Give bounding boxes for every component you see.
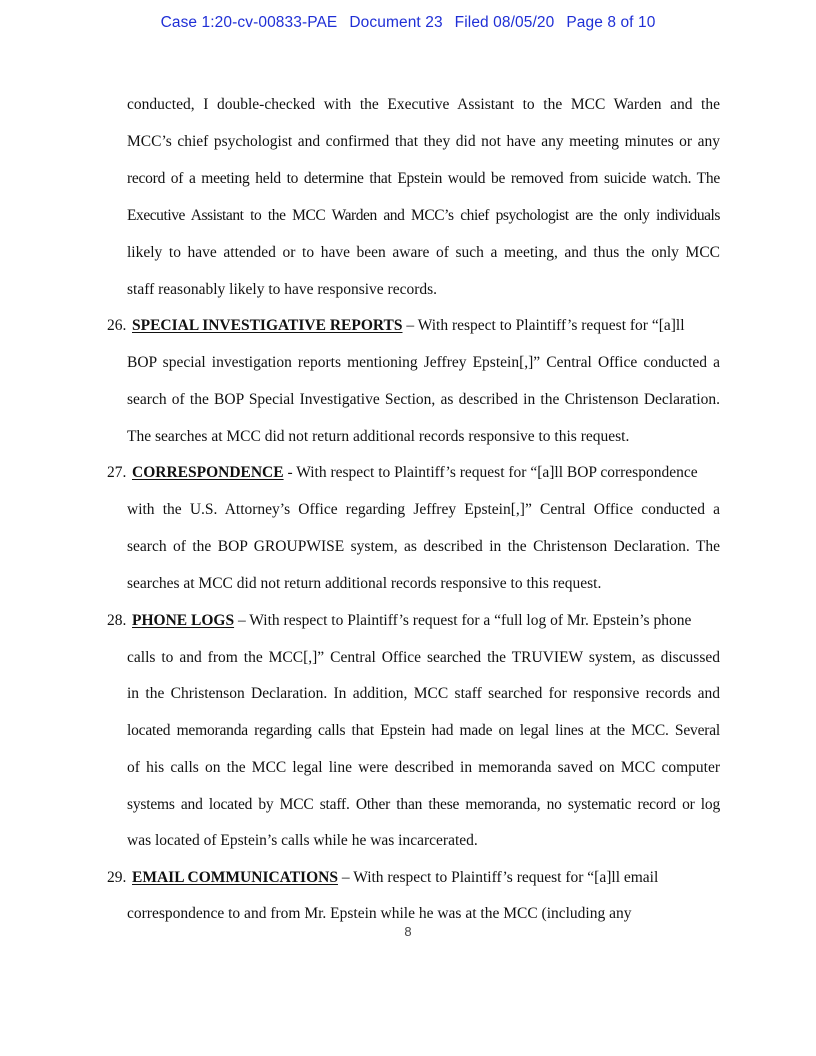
paragraph-number: 26.	[107, 317, 127, 334]
continuation-line: staff reasonably likely to have responsive records.	[127, 281, 438, 298]
paragraph-heading: PHONE LOGS	[132, 612, 235, 629]
paragraph-text: - With respect to Plaintiff’s request for “[a]ll BOP correspondence	[283, 464, 698, 481]
paragraph-line: search of the BOP Special Investigative Section, as described in the Christenson Declaration.	[127, 391, 720, 408]
paragraph-line: calls to and from the MCC[,]” Central Office searched the TRUVIEW system, as discussed	[127, 649, 720, 666]
continuation-line: Executive Assistant to the MCC Warden and MCC’s chief psychologist are the only individuals	[127, 207, 720, 224]
paragraph-first-line	[132, 316, 685, 336]
filed-date: Filed 08/05/20	[454, 14, 555, 31]
continuation-line: MCC’s chief psychologist and confirmed that they did not have any meeting minutes or any	[127, 133, 720, 150]
paragraph-text: – With respect to Plaintiff’s request for a “full log of Mr. Epstein’s phone	[234, 612, 692, 629]
continuation-line: conducted, I double-checked with the Executive Assistant to the MCC Warden and the	[127, 96, 720, 113]
paragraph-line: in the Christenson Declaration. In addition, MCC staff searched for responsive records and	[127, 685, 720, 702]
continuation-line: likely to have attended or to have been aware of such a meeting, and thus the only MCC	[127, 244, 720, 261]
paragraph-line: search of the BOP GROUPWISE system, as described in the Christenson Declaration. The	[127, 538, 720, 555]
document-number: Document 23	[349, 14, 443, 31]
paragraph-number: 27.	[107, 464, 127, 481]
paragraph-line: was located of Epstein’s calls while he was incarcerated.	[127, 832, 478, 849]
continuation-line: record of a meeting held to determine that Epstein would be removed from suicide watch. The	[127, 170, 720, 187]
paragraph-first-line	[132, 868, 658, 888]
paragraph-line: correspondence to and from Mr. Epstein while he was at the MCC (including any	[127, 905, 632, 922]
paragraph-line: with the U.S. Attorney’s Office regarding Jeffrey Epstein[,]” Central Office conducted a	[127, 501, 720, 518]
paragraph-number: 29.	[107, 869, 127, 886]
case-header	[0, 14, 816, 32]
page-number: 8	[404, 924, 412, 939]
paragraph-line: BOP special investigation reports mentioning Jeffrey Epstein[,]” Central Office conducted a	[127, 354, 720, 371]
case-number: Case 1:20-cv-00833-PAE	[160, 14, 338, 31]
paragraph-number: 28.	[107, 612, 127, 629]
paragraph-text: – With respect to Plaintiff’s request for “[a]ll email	[337, 869, 659, 886]
paragraph-line: searches at MCC did not return additional records responsive to this request.	[127, 575, 602, 592]
paragraph-heading: CORRESPONDENCE	[132, 464, 284, 481]
paragraph-line: The searches at MCC did not return additional records responsive to this request.	[127, 428, 630, 445]
paragraph-text: – With respect to Plaintiff’s request for “[a]ll	[402, 317, 685, 334]
paragraph-line: located memoranda regarding calls that Epstein had made on legal lines at the MCC. Several	[127, 722, 720, 739]
paragraph-heading: SPECIAL INVESTIGATIVE REPORTS	[132, 317, 403, 334]
paragraph-line: of his calls on the MCC legal line were described in memoranda saved on MCC computer	[127, 759, 720, 776]
page-indicator: Page 8 of 10	[566, 14, 656, 31]
paragraph-first-line	[132, 611, 691, 631]
paragraph-line: systems and located by MCC staff. Other than these memoranda, no systematic record or log	[127, 796, 720, 813]
paragraph-heading: EMAIL COMMUNICATIONS	[132, 869, 338, 886]
paragraph-first-line	[132, 463, 698, 483]
